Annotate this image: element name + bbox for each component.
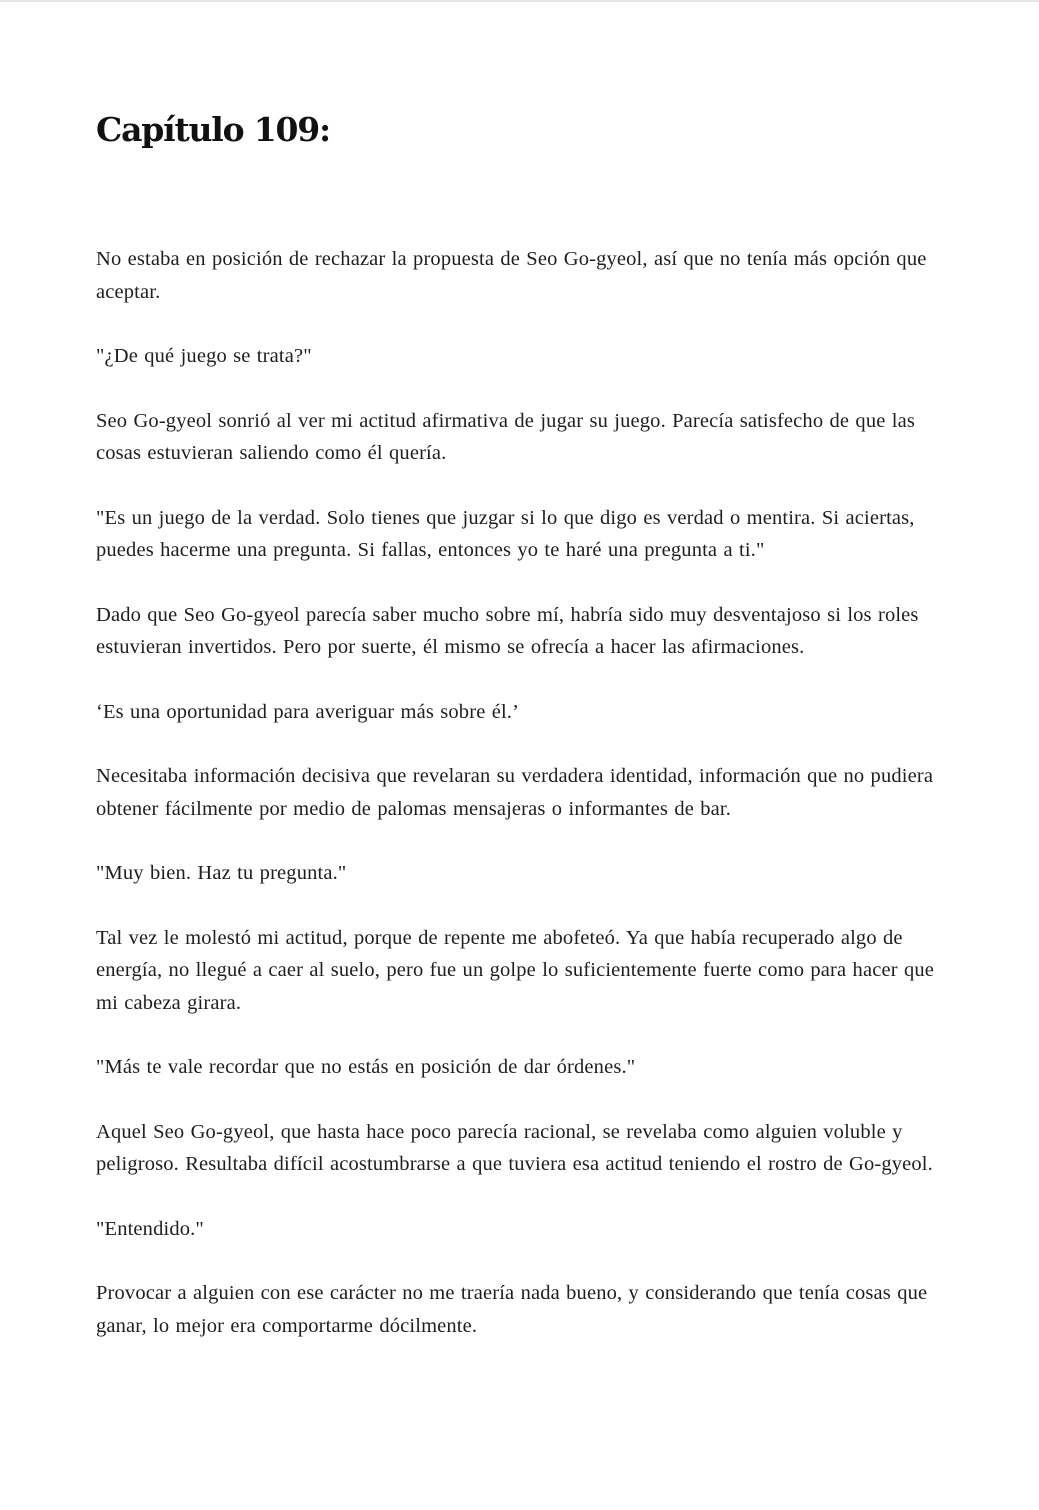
paragraph: "Muy bien. Haz tu pregunta." bbox=[96, 862, 347, 884]
paragraph: "Entendido." bbox=[96, 1217, 204, 1240]
paragraph: "Más te vale recordar que no estás en posición de dar órdenes." bbox=[96, 1056, 636, 1078]
paragraph: "¿De qué juego se trata?" bbox=[96, 345, 312, 367]
paragraph: No estaba en posición de rechazar la propuesta de Seo Go-gyeol, así que no tenía más opción que aceptar. bbox=[96, 248, 927, 303]
paragraph: "Es un juego de la verdad. Solo tienes que juzgar si lo que digo es verdad o mentira. Si aciertas, puedes hacerme una pregunta. Si fallas, entonces yo te haré una pregunta a ti." bbox=[96, 506, 915, 561]
chapter-body bbox=[96, 243, 946, 1374]
chapter-title: Capítulo 109: bbox=[96, 110, 330, 149]
paragraph: Dado que Seo Go-gyeol parecía saber mucho sobre mí, habría sido muy desventajoso si los roles estuvieran invertidos. Pero por suerte, él mismo se ofrecía a hacer las afirmaciones. bbox=[96, 603, 919, 658]
paragraph: Tal vez le molestó mi actitud, porque de repente me abofeteó. Ya que había recuperado algo de energía, no llegué a caer al suelo, pero fue un golpe lo suficientemente fuerte como para hacer que mi cabeza girara. bbox=[96, 926, 935, 1014]
paragraph: Necesitaba información decisiva que revelaran su verdadera identidad, información que no pudiera obtener fácilmente por medio de palomas mensajeras o informantes de bar. bbox=[96, 765, 934, 820]
paragraph: Provocar a alguien con ese carácter no me traería nada bueno, y considerando que tenía cosas que ganar, lo mejor era comportarme dócilmente. bbox=[96, 1282, 928, 1337]
paragraph: Seo Go-gyeol sonrió al ver mi actitud afirmativa de jugar su juego. Parecía satisfecho de que las cosas estuvieran saliendo como él quería. bbox=[96, 409, 915, 464]
paragraph: Aquel Seo Go-gyeol, que hasta hace poco parecía racional, se revelaba como alguien voluble y peligroso. Resultaba difícil acostumbrarse a que tuviera esa actitud teniendo el rostro de Go-gyeol. bbox=[96, 1120, 933, 1175]
paragraph: ‘Es una oportunidad para averiguar más sobre él.’ bbox=[96, 700, 520, 723]
